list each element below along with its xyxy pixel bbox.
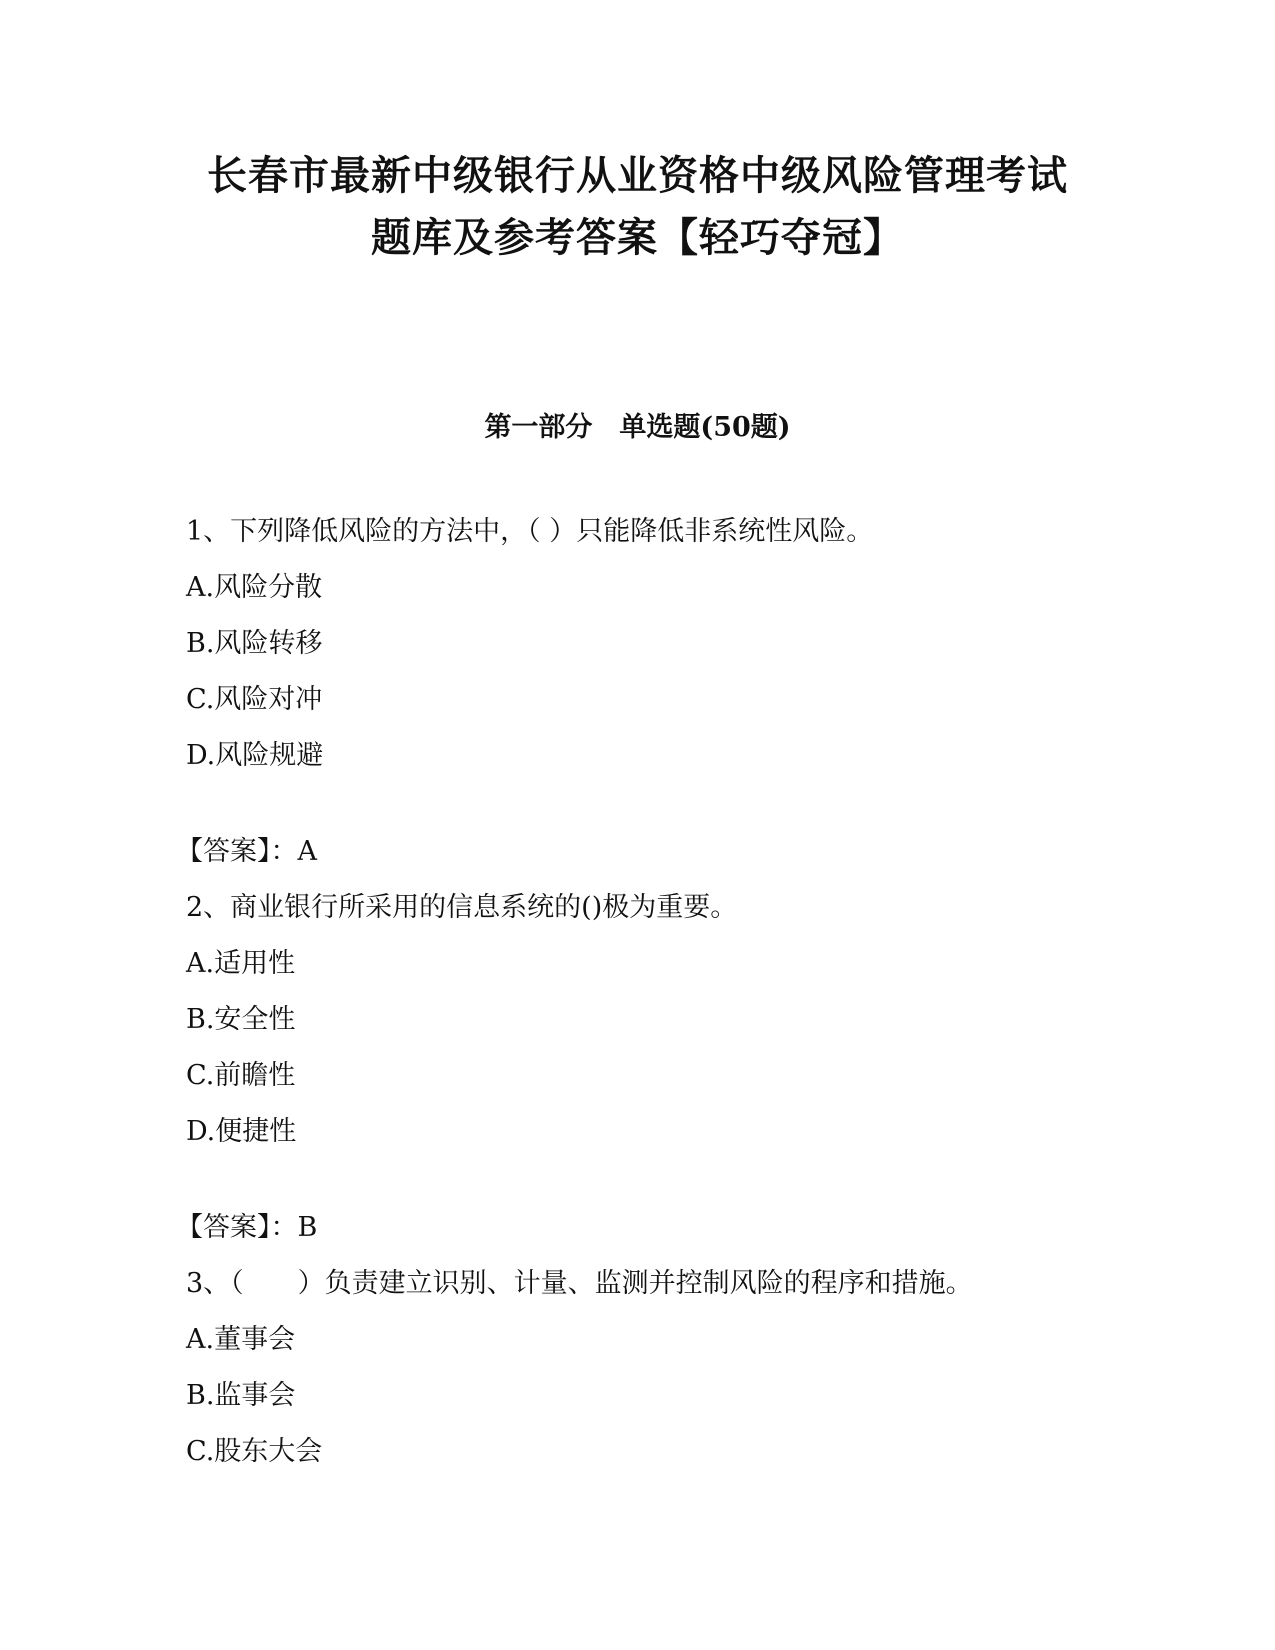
option-a: A.适用性 <box>186 948 296 979</box>
answer-line: 【答案】：A <box>176 836 317 867</box>
title-line-1: 长春市最新中级银行从业资格中级风险管理考试 <box>207 153 1068 199</box>
option-c: C.前瞻性 <box>186 1060 296 1091</box>
document-title <box>0 145 1275 269</box>
question-stem: 1、下列降低风险的方法中，（ ）只能降低非系统性风险。 <box>186 516 874 547</box>
question-2 <box>176 890 1146 1246</box>
question-stem: 2、商业银行所采用的信息系统的()极为重要。 <box>186 892 738 923</box>
option-a: A.董事会 <box>186 1324 296 1355</box>
option-a: A.风险分散 <box>186 572 323 603</box>
section-heading: 第一部分 单选题(50题) <box>484 412 791 443</box>
question-1 <box>176 514 1146 870</box>
option-c: C.风险对冲 <box>186 684 323 715</box>
question-stem: 3、（ ）负责建立识别、计量、监测并控制风险的程序和措施。 <box>186 1268 973 1299</box>
option-d: D.风险规避 <box>186 740 324 771</box>
answer-line: 【答案】：B <box>176 1212 318 1243</box>
option-b: B.安全性 <box>186 1004 296 1035</box>
question-list <box>176 514 1146 1490</box>
question-3 <box>186 1266 1146 1470</box>
option-c: C.股东大会 <box>186 1436 323 1467</box>
option-b: B.监事会 <box>186 1380 296 1411</box>
title-line-2: 题库及参考答案【轻巧夺冠】 <box>371 215 904 261</box>
option-d: D.便捷性 <box>186 1116 297 1147</box>
option-b: B.风险转移 <box>186 628 323 659</box>
